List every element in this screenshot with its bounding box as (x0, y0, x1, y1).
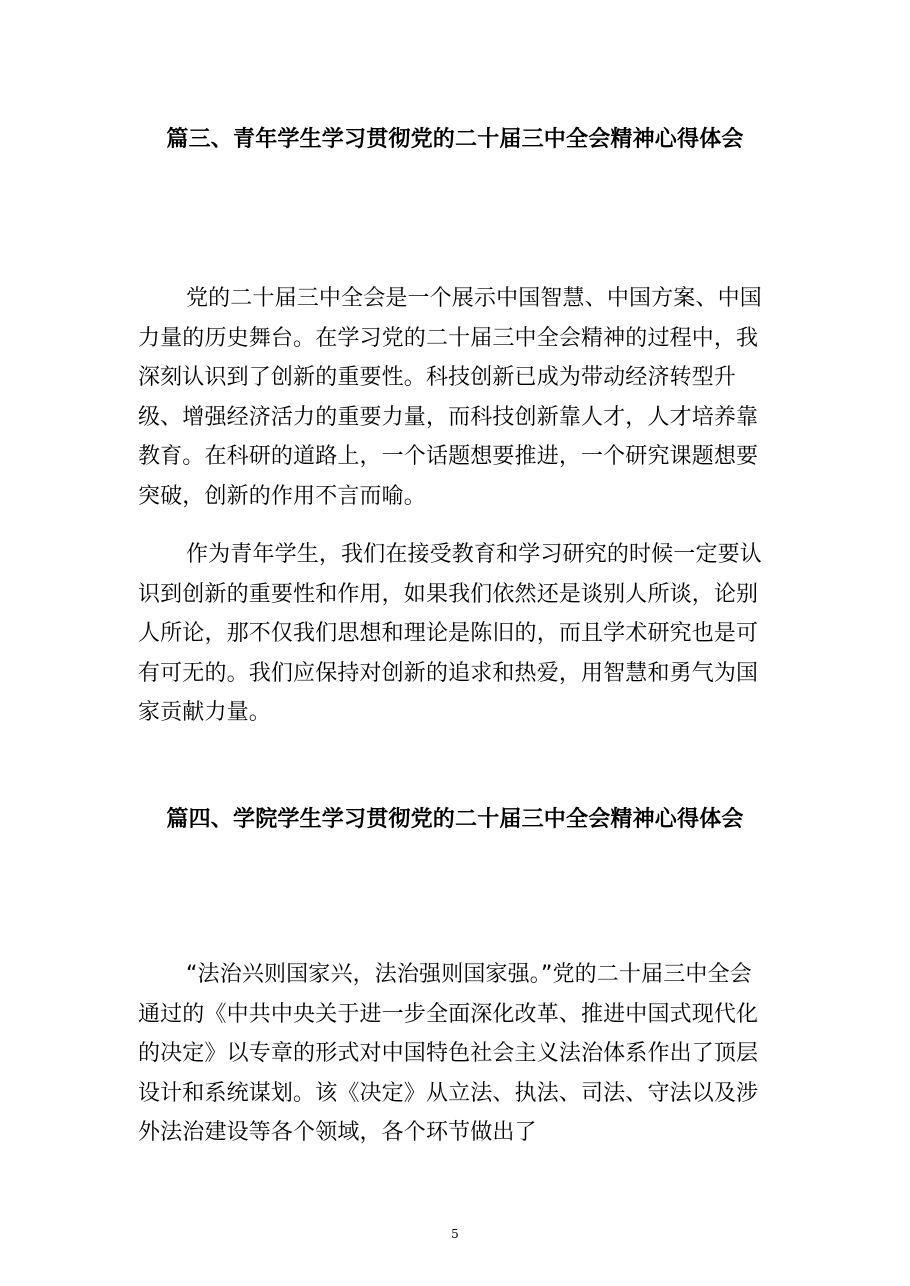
section-heading-4: 篇四、学院学生学习贯彻党的二十届三中全会精神心得体会 (166, 807, 744, 832)
section-3-paragraph-1: 党的二十届三中全会是一个展示中国智慧、中国方案、中国力量的历史舞台。在学习党的二十届三中全会精神的过程中，我深刻认识到了创新的重要性。科技创新已成为带动经济转型升级、增强经济活力的重要力量，而科技创新靠人才，人才培养靠教育。在科研的道路上，一个话题想要推进，一个研究课题想要突破，创新的作用不言而喻。 (138, 286, 762, 509)
section-3-paragraph-2: 作为青年学生，我们在接受教育和学习研究的时候一定要认识到创新的重要性和作用，如果我们依然还是谈别人所谈，论别人所论，那不仅我们思想和理论是陈旧的，而且学术研究也是可有可无的。我们应保持对创新的追求和热爱，用智慧和勇气为国家贡献力量。 (138, 542, 762, 726)
section-4-paragraph-1: “法治兴则国家兴，法治强则国家强。”党的二十届三中全会通过的《中共中央关于进一步全面深化改革、推进中国式现代化的决定》以专章的形式对中国特色社会主义法治体系作出了顶层设计和系统谋划。该《决定》从立法、执法、司法、守法以及涉外法治建设等各个领域，各个环节做出了 (138, 962, 759, 1146)
page-number: 5 (451, 1227, 459, 1241)
section-heading-3: 篇三、青年学生学习贯彻党的二十届三中全会精神心得体会 (166, 127, 744, 152)
